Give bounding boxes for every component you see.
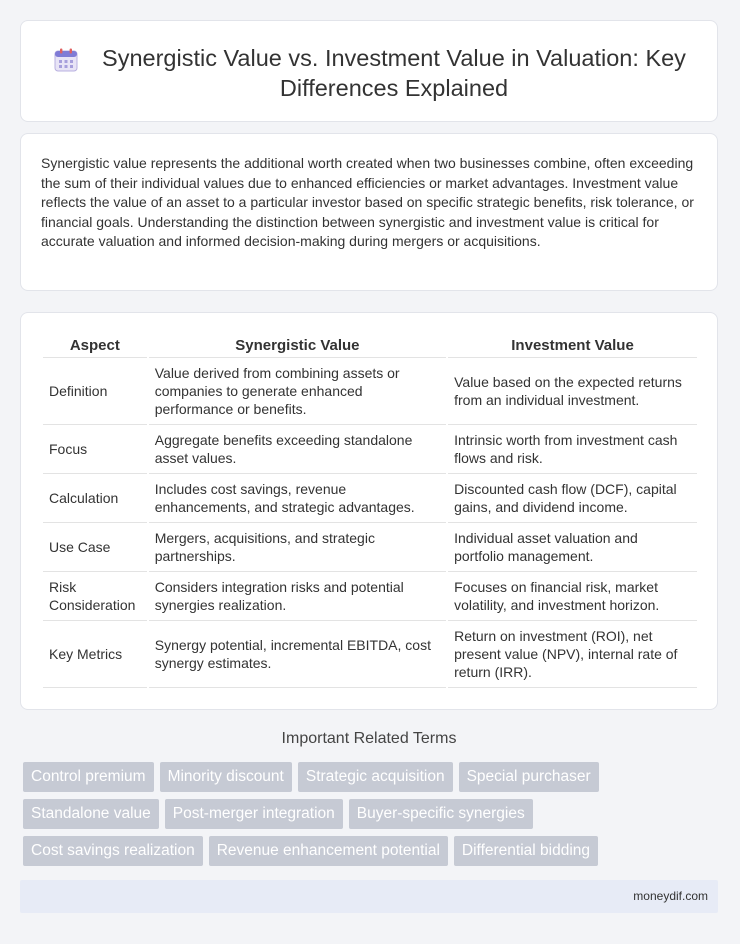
related-term-tag[interactable]: Cost savings realization <box>23 836 203 866</box>
related-term-tag[interactable]: Strategic acquisition <box>298 762 453 792</box>
cell-aspect: Use Case <box>43 523 147 572</box>
cell-aspect: Risk Consideration <box>43 572 147 621</box>
related-term-tag[interactable]: Standalone value <box>23 799 159 829</box>
cell-investment: Intrinsic worth from investment cash flows and risk. <box>448 425 697 474</box>
table-row <box>43 474 697 523</box>
page-title: Synergistic Value vs. Investment Value in Valuation: Key Differences Explained <box>102 45 686 101</box>
related-terms-title: Important Related Terms <box>281 730 457 747</box>
table-header-row <box>43 333 697 358</box>
cell-synergistic: Mergers, acquisitions, and strategic partnerships. <box>149 523 446 572</box>
cell-synergistic: Aggregate benefits exceeding standalone asset values. <box>149 425 446 474</box>
intro-paragraph: Synergistic value represents the additional worth created when two businesses combine, often exceeding the sum of their individual values due to enhanced efficiencies or market advantages. Investment value reflects the value of an asset to a particular investor based on specific strategic benefits, risk tolerance, or financial goals. Understanding the distinction between synergistic and investment value is critical for accurate valuation and informed decision-making during mergers or acquisitions. <box>41 155 694 249</box>
related-terms-list <box>23 762 643 866</box>
cell-investment: Return on investment (ROI), net present value (NPV), internal rate of return (IRR). <box>448 621 697 688</box>
related-term-tag[interactable]: Minority discount <box>160 762 292 792</box>
intro-card <box>20 133 718 291</box>
calendar-icon <box>53 47 79 73</box>
related-term-tag[interactable]: Revenue enhancement potential <box>209 836 448 866</box>
footer <box>20 880 718 913</box>
title-card <box>20 20 718 122</box>
cell-synergistic: Includes cost savings, revenue enhancements, and strategic advantages. <box>149 474 446 523</box>
cell-synergistic: Considers integration risks and potential synergies realization. <box>149 572 446 621</box>
cell-investment: Discounted cash flow (DCF), capital gains, and dividend income. <box>448 474 697 523</box>
cell-synergistic: Value derived from combining assets or companies to generate enhanced performance or benefits. <box>149 358 446 425</box>
footer-site-link[interactable]: moneydif.com <box>633 889 708 903</box>
comparison-table-card <box>20 312 718 710</box>
table-row <box>43 523 697 572</box>
table-row <box>43 425 697 474</box>
related-term-tag[interactable]: Differential bidding <box>454 836 598 866</box>
header-synergistic: Synergistic Value <box>149 333 446 358</box>
cell-aspect: Calculation <box>43 474 147 523</box>
cell-aspect: Key Metrics <box>43 621 147 688</box>
related-term-tag[interactable]: Post-merger integration <box>165 799 343 829</box>
table-row <box>43 572 697 621</box>
related-term-tag[interactable]: Buyer-specific synergies <box>349 799 533 829</box>
related-term-tag[interactable]: Control premium <box>23 762 154 792</box>
table-row <box>43 358 697 425</box>
table-row <box>43 621 697 688</box>
cell-synergistic: Synergy potential, incremental EBITDA, cost synergy estimates. <box>149 621 446 688</box>
header-investment: Investment Value <box>448 333 697 358</box>
cell-investment: Value based on the expected returns from an individual investment. <box>448 358 697 425</box>
cell-investment: Focuses on financial risk, market volatility, and investment horizon. <box>448 572 697 621</box>
cell-aspect: Definition <box>43 358 147 425</box>
related-term-tag[interactable]: Special purchaser <box>459 762 599 792</box>
cell-aspect: Focus <box>43 425 147 474</box>
header-aspect: Aspect <box>43 333 147 358</box>
cell-investment: Individual asset valuation and portfolio management. <box>448 523 697 572</box>
comparison-table <box>41 333 699 688</box>
